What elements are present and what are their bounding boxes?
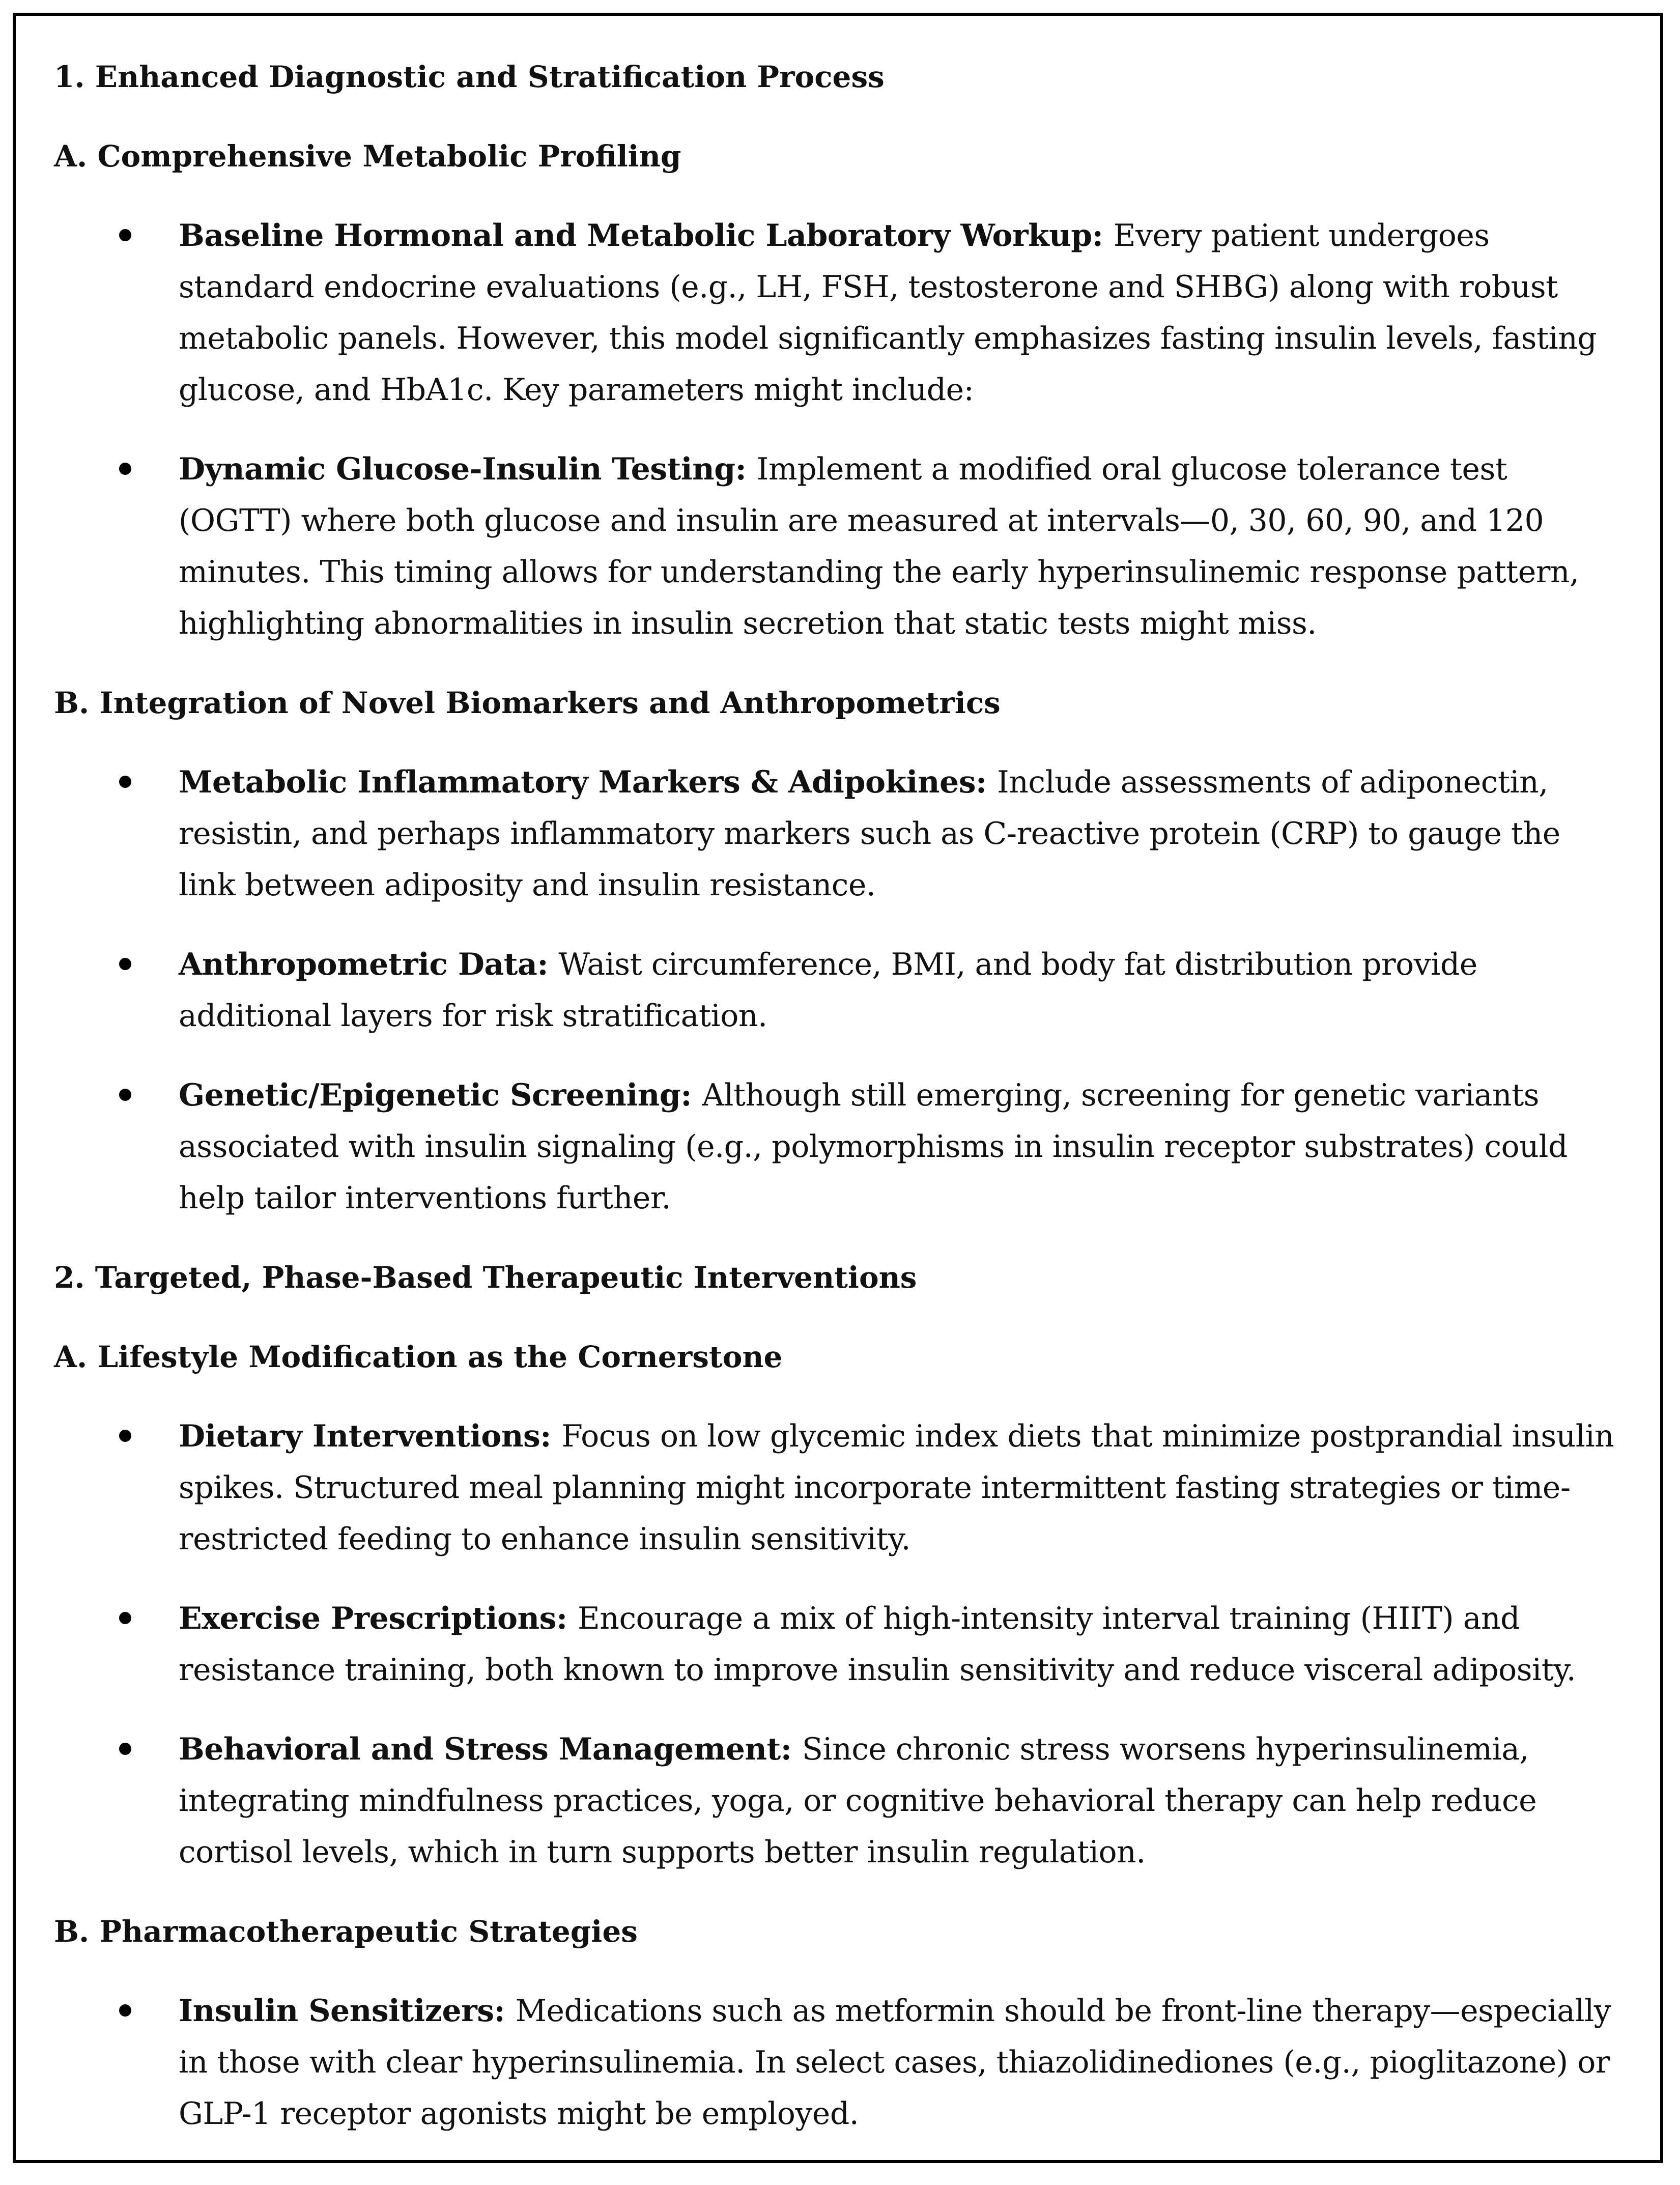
item-term: Insulin Sensitizers: (179, 1993, 516, 2029)
bullet-icon (119, 1430, 131, 1442)
bullet-list-2a (54, 1411, 1625, 1878)
bullet-list-1a (54, 210, 1625, 649)
item-term: Metabolic Inflammatory Markers & Adipokines: (179, 764, 998, 800)
list-item (54, 1070, 1625, 1224)
bullet-icon (119, 958, 131, 970)
list-item (54, 1593, 1625, 1696)
list-item (54, 444, 1625, 649)
list-item (54, 1985, 1625, 2140)
item-text: Include assessments of adiponectin, resistin, and perhaps inflammatory markers such as C-reactive protein (CRP) to gauge the link between adiposity and insulin resistance. (179, 764, 1560, 903)
bullet-icon (119, 776, 131, 788)
bullet-list-1b (54, 757, 1625, 1224)
item-term: Exercise Prescriptions: (179, 1601, 578, 1636)
item-term: Anthropometric Data: (179, 947, 559, 982)
list-item (54, 1411, 1625, 1565)
subsection-heading-2b: B. Pharmacotherapeutic Strategies (54, 1914, 638, 1949)
subsection-heading-1b: B. Integration of Novel Biomarkers and Anthropometrics (54, 686, 1001, 720)
subsection-heading-1a: A. Comprehensive Metabolic Profiling (54, 139, 681, 174)
bullet-icon (119, 1743, 131, 1755)
item-text: Encourage a mix of high-intensity interval training (HIIT) and resistance training, both known to improve insulin sensitivity and reduce visceral adiposity. (179, 1601, 1576, 1688)
item-term: Baseline Hormonal and Metabolic Laboratory Workup: (179, 218, 1114, 253)
item-text: Medications such as metformin should be front-line therapy—especially in those with clear hyperinsulinemia. In select cases, thiazolidinediones (e.g., pioglitazone) or GLP-1 receptor agonists might be employed. (179, 1993, 1611, 2132)
item-text: Although still emerging, screening for genetic variants associated with insulin signaling (e.g., polymorphisms in insulin receptor substrates) could help tailor interventions further. (179, 1077, 1568, 1216)
item-text: Waist circumference, BMI, and body fat distribution provide additional layers for risk stratification. (179, 947, 1477, 1034)
bullet-icon (119, 1089, 131, 1101)
list-item (54, 939, 1625, 1042)
document-frame (13, 13, 1663, 2163)
list-item (54, 210, 1625, 416)
item-term: Behavioral and Stress Management: (179, 1732, 802, 1767)
item-term: Dietary Interventions: (179, 1418, 562, 1454)
section-heading-1: 1. Enhanced Diagnostic and Stratification Process (54, 60, 885, 94)
subsection-heading-2a: A. Lifestyle Modification as the Cornerstone (54, 1340, 783, 1374)
section-heading-2: 2. Targeted, Phase-Based Therapeutic Interventions (54, 1260, 917, 1295)
bullet-list-2b (54, 1985, 1625, 2140)
item-text: Every patient undergoes standard endocrine evaluations (e.g., LH, FSH, testosterone and SHBG) along with robust metabolic panels. However, this model significantly emphasizes fasting insulin levels, fasting glucose, and HbA1c. Key parameters might include: (179, 218, 1597, 408)
bullet-icon (119, 2004, 131, 2017)
item-term: Genetic/Epigenetic Screening: (179, 1077, 702, 1113)
list-item (54, 1724, 1625, 1878)
bullet-icon (119, 1612, 131, 1624)
list-item (54, 757, 1625, 911)
item-text: Since chronic stress worsens hyperinsulinemia, integrating mindfulness practices, yoga, or cognitive behavioral therapy can help reduce cortisol levels, which in turn supports better insulin regulation. (179, 1732, 1537, 1870)
bullet-icon (119, 463, 131, 475)
bullet-icon (119, 229, 131, 241)
item-text: Focus on low glycemic index diets that minimize postprandial insulin spikes. Structured meal planning might incorporate intermittent fasting strategies or time-restricted feeding to enhance insulin sensitivity. (179, 1418, 1614, 1557)
item-term: Dynamic Glucose-Insulin Testing: (179, 451, 757, 487)
item-text: Implement a modified oral glucose tolerance test (OGTT) where both glucose and insulin are measured at intervals—0, 30, 60, 90, and 120 minutes. This timing allows for understanding the early hyperinsulinemic response pattern, highlighting abnormalities in insulin secretion that static tests might miss. (179, 451, 1579, 641)
